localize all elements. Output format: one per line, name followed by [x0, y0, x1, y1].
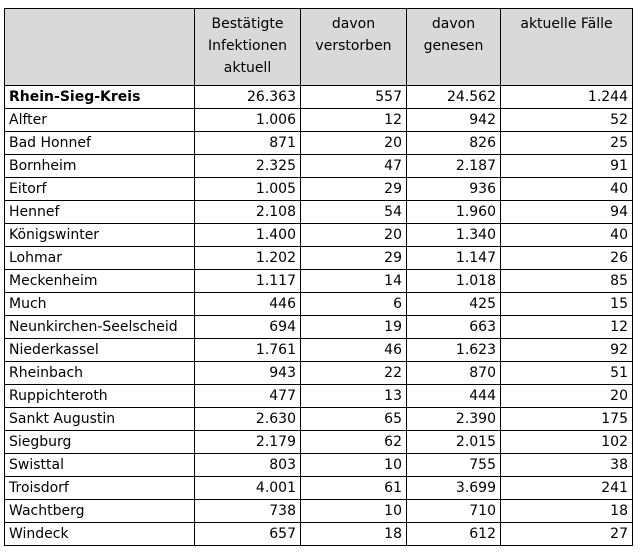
cell-deceased: 62 [301, 431, 407, 454]
table-row [5, 500, 633, 523]
cell-confirmed: 943 [195, 362, 301, 385]
header-deceased: davon verstorben [301, 9, 407, 86]
cell-deceased: 14 [301, 270, 407, 293]
cell-recovered: 755 [407, 454, 501, 477]
table-row [5, 454, 633, 477]
cell-recovered: 942 [407, 109, 501, 132]
table-row [5, 362, 633, 385]
table-row [5, 339, 633, 362]
cell-confirmed: 1.202 [195, 247, 301, 270]
table-row-total [5, 86, 633, 109]
cell-municipality: Alfter [5, 109, 195, 132]
cell-deceased: 20 [301, 132, 407, 155]
table-row [5, 247, 633, 270]
cell-municipality: Much [5, 293, 195, 316]
cell-municipality: Rhein-Sieg-Kreis [5, 86, 195, 109]
cell-confirmed: 2.108 [195, 201, 301, 224]
table-row [5, 316, 633, 339]
table-row [5, 431, 633, 454]
cell-confirmed: 1.761 [195, 339, 301, 362]
cell-deceased: 13 [301, 385, 407, 408]
table-row [5, 132, 633, 155]
cell-confirmed: 1.006 [195, 109, 301, 132]
table-row [5, 385, 633, 408]
cell-active: 25 [501, 132, 633, 155]
cell-deceased: 22 [301, 362, 407, 385]
cell-active: 27 [501, 523, 633, 546]
cell-municipality: Ruppichteroth [5, 385, 195, 408]
cell-municipality: Swisttal [5, 454, 195, 477]
cell-recovered: 3.699 [407, 477, 501, 500]
cell-active: 175 [501, 408, 633, 431]
cell-active: 40 [501, 178, 633, 201]
cell-active: 102 [501, 431, 633, 454]
cell-active: 1.244 [501, 86, 633, 109]
cell-deceased: 20 [301, 224, 407, 247]
table-row [5, 109, 633, 132]
cell-active: 51 [501, 362, 633, 385]
cell-active: 52 [501, 109, 633, 132]
cell-confirmed: 446 [195, 293, 301, 316]
cell-active: 94 [501, 201, 633, 224]
cell-active: 20 [501, 385, 633, 408]
cell-confirmed: 738 [195, 500, 301, 523]
cell-recovered: 826 [407, 132, 501, 155]
cell-recovered: 612 [407, 523, 501, 546]
cell-deceased: 12 [301, 109, 407, 132]
header-confirmed-infections: Bestätigte Infektionen aktuell [195, 9, 301, 86]
cell-recovered: 444 [407, 385, 501, 408]
cell-deceased: 557 [301, 86, 407, 109]
cell-active: 92 [501, 339, 633, 362]
table-row [5, 201, 633, 224]
cell-recovered: 1.147 [407, 247, 501, 270]
cell-deceased: 47 [301, 155, 407, 178]
cell-municipality: Sankt Augustin [5, 408, 195, 431]
cell-deceased: 19 [301, 316, 407, 339]
table-row [5, 155, 633, 178]
cell-municipality: Lohmar [5, 247, 195, 270]
cell-municipality: Troisdorf [5, 477, 195, 500]
cell-confirmed: 2.325 [195, 155, 301, 178]
cell-confirmed: 1.005 [195, 178, 301, 201]
cell-confirmed: 657 [195, 523, 301, 546]
cell-active: 85 [501, 270, 633, 293]
cell-confirmed: 2.179 [195, 431, 301, 454]
cell-municipality: Meckenheim [5, 270, 195, 293]
cell-municipality: Bornheim [5, 155, 195, 178]
cell-active: 18 [501, 500, 633, 523]
cell-municipality: Königswinter [5, 224, 195, 247]
header-blank [5, 9, 195, 86]
cell-active: 12 [501, 316, 633, 339]
cell-municipality: Bad Honnef [5, 132, 195, 155]
cell-municipality: Eitorf [5, 178, 195, 201]
cell-recovered: 1.960 [407, 201, 501, 224]
cell-deceased: 65 [301, 408, 407, 431]
covid-cases-table [4, 8, 633, 546]
cell-recovered: 425 [407, 293, 501, 316]
cell-active: 38 [501, 454, 633, 477]
cell-recovered: 2.390 [407, 408, 501, 431]
table-row [5, 224, 633, 247]
table-row [5, 270, 633, 293]
table-body [5, 86, 633, 546]
cell-deceased: 18 [301, 523, 407, 546]
cell-municipality: Siegburg [5, 431, 195, 454]
cell-municipality: Niederkassel [5, 339, 195, 362]
cell-confirmed: 4.001 [195, 477, 301, 500]
cell-deceased: 10 [301, 454, 407, 477]
cell-deceased: 10 [301, 500, 407, 523]
table-row [5, 178, 633, 201]
cell-recovered: 24.562 [407, 86, 501, 109]
cell-deceased: 61 [301, 477, 407, 500]
cell-confirmed: 2.630 [195, 408, 301, 431]
cell-recovered: 1.018 [407, 270, 501, 293]
cell-confirmed: 694 [195, 316, 301, 339]
cell-recovered: 710 [407, 500, 501, 523]
cell-municipality: Rheinbach [5, 362, 195, 385]
cell-municipality: Hennef [5, 201, 195, 224]
cell-recovered: 870 [407, 362, 501, 385]
cell-confirmed: 1.117 [195, 270, 301, 293]
cell-recovered: 2.187 [407, 155, 501, 178]
cell-active: 241 [501, 477, 633, 500]
header-row [5, 9, 633, 86]
cell-confirmed: 1.400 [195, 224, 301, 247]
cell-deceased: 6 [301, 293, 407, 316]
cell-deceased: 29 [301, 247, 407, 270]
cell-active: 15 [501, 293, 633, 316]
cell-recovered: 1.340 [407, 224, 501, 247]
header-recovered: davon genesen [407, 9, 501, 86]
table-row [5, 293, 633, 316]
cell-confirmed: 871 [195, 132, 301, 155]
header-active-cases: aktuelle Fälle [501, 9, 633, 86]
cell-confirmed: 26.363 [195, 86, 301, 109]
cell-active: 40 [501, 224, 633, 247]
cell-confirmed: 477 [195, 385, 301, 408]
cell-recovered: 936 [407, 178, 501, 201]
cell-recovered: 2.015 [407, 431, 501, 454]
cell-municipality: Neunkirchen-Seelscheid [5, 316, 195, 339]
cell-confirmed: 803 [195, 454, 301, 477]
table-row [5, 477, 633, 500]
cell-deceased: 54 [301, 201, 407, 224]
cell-municipality: Wachtberg [5, 500, 195, 523]
cell-municipality: Windeck [5, 523, 195, 546]
cell-active: 91 [501, 155, 633, 178]
cell-active: 26 [501, 247, 633, 270]
cell-recovered: 663 [407, 316, 501, 339]
table-row [5, 408, 633, 431]
table-row [5, 523, 633, 546]
cell-deceased: 46 [301, 339, 407, 362]
cell-recovered: 1.623 [407, 339, 501, 362]
cell-deceased: 29 [301, 178, 407, 201]
